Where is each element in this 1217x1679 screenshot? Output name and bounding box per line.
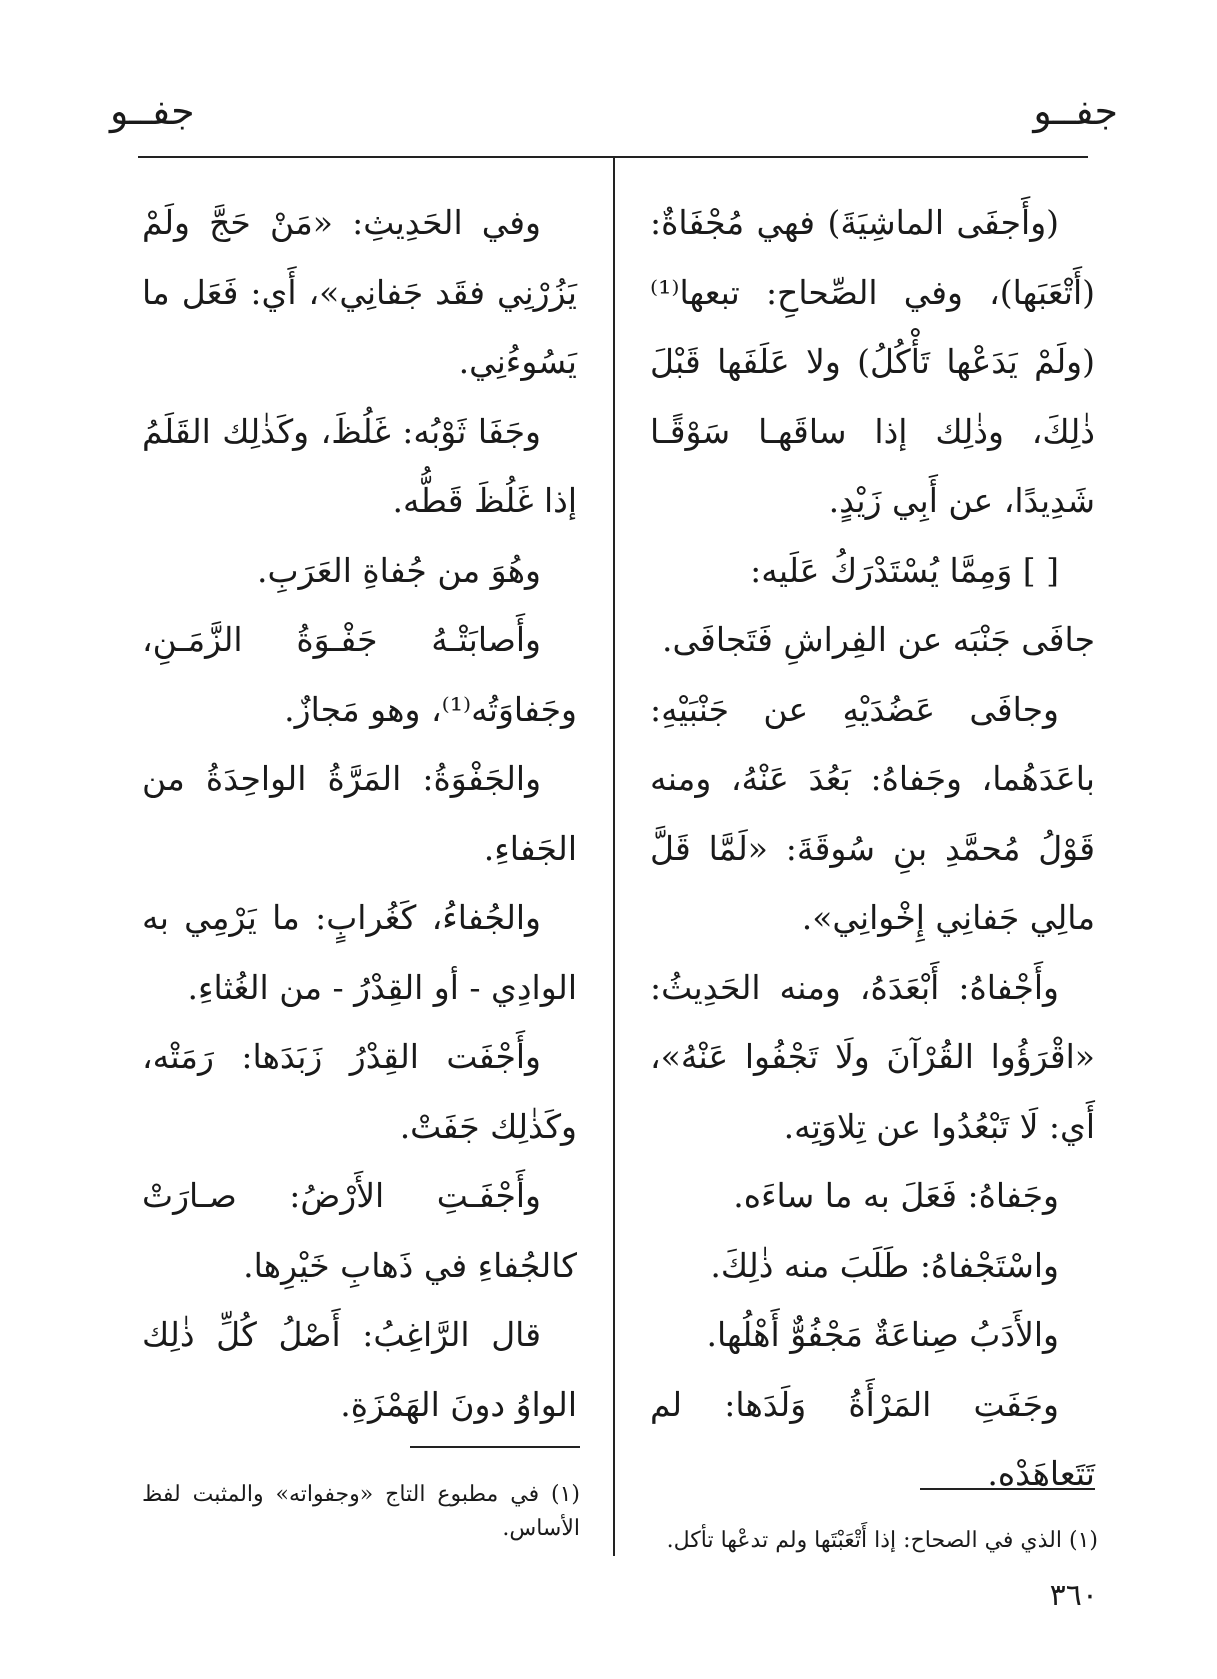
- entry-paragraph: قال الرَّاغِبُ: أَصْلُ كُلِّ ذٰلِك الواوُ دونَ الهَمْزَةِ.: [142, 1315, 577, 1424]
- running-head-right: جفــو: [1033, 89, 1118, 133]
- entry-paragraph: وفي الحَدِيثِ: «مَنْ حَجَّ ولَمْ يَزُرْنِي فقَد جَفانِي»، أَي: فَعَل ما يَسُوءُنِي.: [142, 203, 577, 381]
- entry-paragraph: والجُفاءُ، كَغُرابٍ: ما يَرْمِي به الوادِي - أو القِدْرُ - من الغُثاءِ.: [142, 898, 577, 1007]
- entry-paragraph: والجَفْوَةُ: المَرَّةُ الواحِدَةُ من الجَفاءِ.: [142, 759, 577, 868]
- running-head-left: جفــو: [110, 89, 195, 133]
- entry-paragraph: وأَصابَتْـهُ جَفْـوَةُ الزَّمَـنِ، وجَفاوَتُه⁽¹⁾، وهو مَجازٌ.: [142, 620, 577, 729]
- entry-paragraph: وأَجْفاهُ: أَبْعَدَهُ، ومنه الحَدِيثُ: «اقْرَؤُوا القُرْآنَ ولَا تَجْفُوا عَنْهُ»، أَي: لَا تَبْعُدُوا عن تِلاوَتِه.: [650, 967, 1095, 1146]
- entry-paragraph: جافَى جَنْبَه عن الفِراشِ فَتَجافَى.: [662, 620, 1095, 659]
- entry-paragraph: وأَجْفَـتِ الأَرْضُ: صـارَتْ كالجُفاءِ في ذَهابِ خَيْرِها.: [142, 1176, 577, 1285]
- left-column: [142, 188, 577, 1439]
- footnote-rule-left: [410, 1446, 580, 1448]
- entry-paragraph: وجَفَا ثَوْبُه: غَلُظَ، وكَذٰلِك القَلَمُ إذا غَلُظَ قَطُّه.: [142, 411, 577, 520]
- entry-paragraph: وأَجْفَت القِدْرُ زَبَدَها: رَمَتْه، وكَذٰلِك جَفَتْ.: [142, 1037, 577, 1146]
- entry-paragraph: [ ] وَمِمَّا يُسْتَدْرَكُ عَلَيه:: [750, 550, 1059, 590]
- entry-paragraph: وهُوَ من جُفاةِ العَرَبِ.: [257, 550, 541, 590]
- entry-paragraph: والأَدَبُ صِناعَةٌ مَجْفُوٌّ أَهْلُها.: [706, 1315, 1059, 1354]
- entry-paragraph: وجَفاهُ: فَعَلَ به ما ساءَه.: [733, 1176, 1059, 1215]
- footnote-right: (١) الذي في الصحاح: إذا أَتْعَبْتَها ولم تدعْها تأكل.: [666, 1528, 1098, 1553]
- entry-paragraph: (وأَجفَى الماشِيَةَ) فهي مُجْفَاةٌ: (أَتْعَبَها)، وفي الصِّحاحِ: تبعها⁽¹⁾ (ولَمْ يَدَعْها تَأْكُلُ) ولا عَلَفَها قَبْلَ ذٰلِكَ، وذٰلِك إذا ساقَهـا سَوْقًـا شَدِيدًا، عن أَبِي زَيْدٍ.: [650, 203, 1095, 520]
- footnote-left: (١) في مطبوع التاج «وجفواته» والمثبت لفظ الأساس.: [142, 1482, 580, 1541]
- column-divider: [613, 156, 615, 1556]
- entry-paragraph: واسْتَجْفاهُ: طَلَبَ منه ذٰلِكَ.: [710, 1245, 1059, 1285]
- right-column: [650, 188, 1095, 1509]
- footnote-rule-right: [920, 1488, 1095, 1490]
- entry-paragraph: وجَفَتِ المَرْأَةُ وَلَدَها: لم تَتَعاهَدْه.: [650, 1384, 1095, 1493]
- page-number: ٣٦٠: [1049, 1578, 1098, 1613]
- entry-paragraph: وجافَى عَضُدَيْهِ عن جَنْبَيْهِ: باعَدَهُما، وجَفاهُ: بَعُدَ عَنْهُ، ومنه قَوْلُ مُحمَّدِ بنِ سُوقَةَ: «لَمَّا قَلَّ مالِي جَفانِي إِخْوانِي».: [650, 689, 1095, 937]
